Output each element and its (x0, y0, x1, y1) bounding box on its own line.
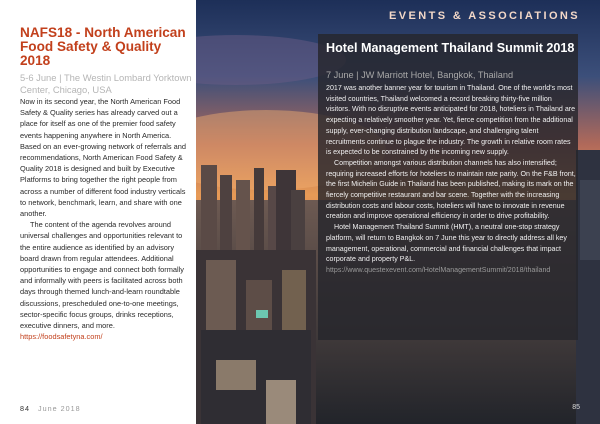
event-body (326, 83, 576, 276)
event-link[interactable]: https://www.questexevent.com/HotelManagementSummit/2018/thailand (326, 265, 551, 274)
article-paragraph: Now in its second year, the North American Food Safety & Quality series has already carved out a place for itself as one of the premier food safety events happening anywhere in North America. Based on an ever-growing network of referrals and recommendations, North American Food Safety & Quality 2018 is designed and built by Executive Platforms to bring together the right people from across a number of different food industry verticals to network, benchmark, learn, and share with one another. (20, 97, 186, 219)
left-column (0, 0, 196, 424)
article-link[interactable]: https://foodsafetyna.com/ (20, 332, 103, 342)
article-paragraph: The content of the agenda revolves around universal challenges and opportunities relevant to the entire audience as identified by an advisory board drawn from regular attendees. Additional opportunities to engage and connect both formally and informally with peers is facilitated across both days through themed lunch-and-learn roundtable discussions, prescheduled one-to-one meetings, sector-specific focus groups, drinks receptions, executive dinners, and more. (20, 220, 184, 331)
issue-date: June 2018 (38, 404, 81, 413)
section-label: EVENTS & ASSOCIATIONS (389, 10, 580, 22)
article-body (20, 96, 192, 342)
right-page-number: 85 (572, 404, 580, 411)
event-panel (318, 34, 578, 340)
event-paragraph: Competition amongst various distribution channels has also intensified; requiring increased efforts for hoteliers to maintain rate parity. On the F&B front, the first Michelin Guide in Thailand has been published, making its mark on the fiercely competitive restaurant and bar scene. Together with the increasing distribution costs and labour costs, hoteliers will have to innovate in revenue creation and improve operational efficiency in order to drive profitability. (326, 158, 576, 221)
event-subtitle: 7 June | JW Marriott Hotel, Bangkok, Thailand (326, 70, 514, 80)
article-title: NAFS18 - North American Food Safety & Quality 2018 (20, 25, 186, 69)
page-number: 84 (20, 404, 30, 413)
event-title: Hotel Management Thailand Summit 2018 (326, 41, 575, 55)
article-subtitle: 5-6 June | The Westin Lombard Yorktown Center, Chicago, USA (20, 72, 192, 95)
event-paragraph: 2017 was another banner year for tourism in Thailand. One of the world's most visited countries, Thailand welcomed a record breaking thirty-five million visitors. With no disruptive events anticipated for 2018, hoteliers in Thailand are expecting a relatively smoother year. Yet, fierce competition from the additional supply, ever-changing distribution landscape, and challenging talent recruitments continue to plague the industry. The growth in relative room rates is expected to be constrained by the incoming new supply. (326, 84, 576, 157)
event-paragraph: Hotel Management Thailand Summit (HMT), a neutral one-stop strategy platform, will return to Bangkok on 7 June this year to directly address all key management, operational, commercial and financial challenges that impact corporate and property P&L. (326, 223, 567, 264)
page-footer (20, 404, 81, 413)
